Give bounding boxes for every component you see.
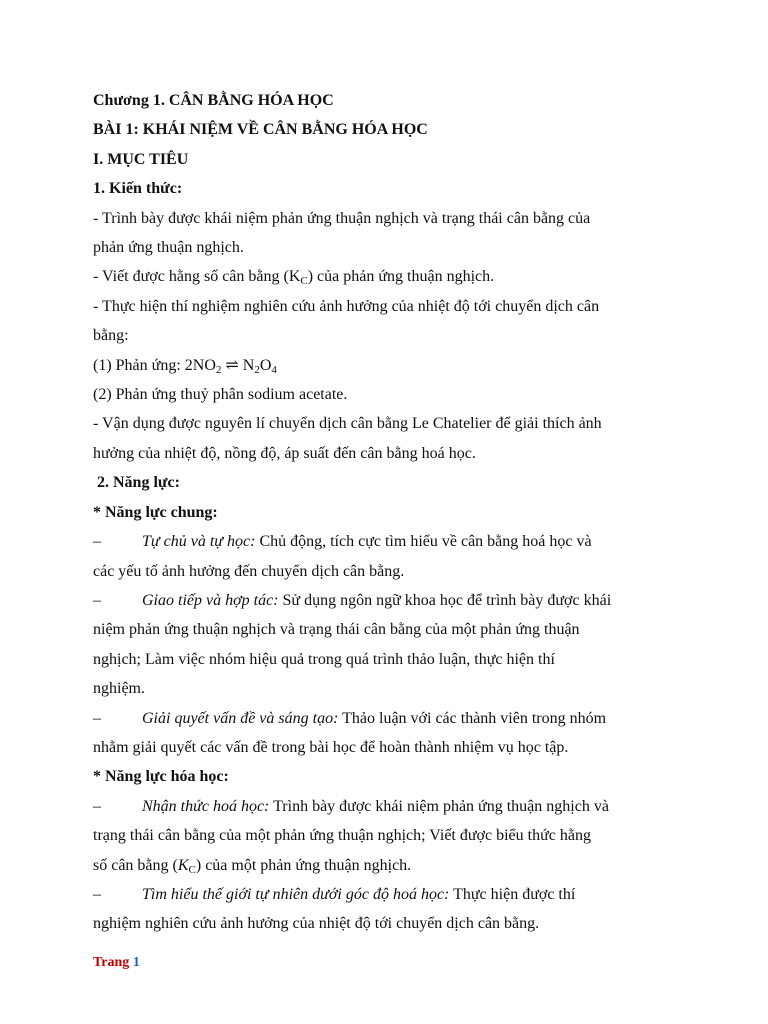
general-competence-heading: * Năng lực chung: xyxy=(93,503,218,521)
text: ) của phản ứng thuận nghịch. xyxy=(307,268,495,286)
knowledge-item: - Vận dụng được nguyên lí chuyển dịch cân bằng Le Chatelier để giải thích ảnh xyxy=(93,415,602,433)
competence-label: Tự chủ và tự học: xyxy=(142,533,256,551)
k-symbol: K xyxy=(177,856,189,874)
competence-item-cont: các yếu tố ảnh hưởng đến chuyển dịch cân bằng. xyxy=(93,562,405,580)
knowledge-item: - Thực hiện thí nghiệm nghiên cứu ảnh hưởng của nhiệt độ tới chuyển dịch cân xyxy=(93,297,600,315)
reaction-1 xyxy=(93,351,693,380)
text: Trình bày được khái niệm phản ứng thuận nghịch và xyxy=(269,797,609,815)
text: Thực hiện được thí xyxy=(449,885,576,903)
competence-item xyxy=(93,527,693,556)
dash: – xyxy=(93,797,101,815)
text: ⇌ N xyxy=(221,356,255,374)
document-body xyxy=(93,86,693,939)
competence-item-cont: nghịch; Làm việc nhóm hiệu quả trong quá trình thảo luận, thực hiện thí xyxy=(93,650,555,668)
text: Sử dụng ngôn ngữ khoa học để trình bày được khái xyxy=(278,591,612,609)
subscript: 4 xyxy=(271,363,277,376)
competence-item xyxy=(93,792,693,821)
dash: – xyxy=(93,533,101,551)
dash: – xyxy=(93,709,101,727)
text: Chủ động, tích cực tìm hiểu về cân bằng hoá học và xyxy=(255,533,592,551)
text: Thảo luận với các thành viên trong nhóm xyxy=(338,709,607,727)
competence-item-cont: nghiệm. xyxy=(93,680,145,698)
chemistry-competence-heading: * Năng lực hóa học: xyxy=(93,768,229,786)
competence-label: Nhận thức hoá học: xyxy=(142,797,270,815)
subscript: 2 xyxy=(254,363,260,376)
knowledge-item-cont: phản ứng thuận nghịch. xyxy=(93,239,244,257)
text: số cân bằng ( xyxy=(93,856,178,874)
dash: – xyxy=(93,591,101,609)
knowledge-item xyxy=(93,262,693,291)
competence-label: Tìm hiểu thế giới tự nhiên dưới góc độ hoá học: xyxy=(142,885,450,903)
competence-item-cont: niệm phản ứng thuận nghịch và trạng thái cân bằng của một phản ứng thuận xyxy=(93,621,580,639)
page-footer xyxy=(93,955,140,971)
competence-item xyxy=(93,586,693,615)
lesson-title: BÀI 1: KHÁI NIỆM VỀ CÂN BẰNG HÓA HỌC xyxy=(93,121,428,139)
knowledge-item-cont: hưởng của nhiệt độ, nồng độ, áp suất đến cân bằng hoá học. xyxy=(93,444,476,462)
competence-item-cont: trạng thái cân bằng của một phản ứng thuận nghịch; Viết được biểu thức hằng xyxy=(93,827,591,845)
section-title: I. MỤC TIÊU xyxy=(93,150,189,168)
subscript: 2 xyxy=(215,363,222,376)
subscript: C xyxy=(300,275,308,288)
competence-label: Giao tiếp và hợp tác: xyxy=(142,591,279,609)
knowledge-heading: 1. Kiến thức: xyxy=(93,180,183,198)
page-number: 1 xyxy=(132,955,140,970)
chapter-title: Chương 1. CÂN BẰNG HÓA HỌC xyxy=(93,92,334,109)
competence-item-cont xyxy=(93,851,693,880)
knowledge-item-cont: bằng: xyxy=(93,327,129,345)
reaction-2: (2) Phản ứng thuỷ phân sodium acetate. xyxy=(93,386,348,404)
competence-heading: 2. Năng lực: xyxy=(97,474,180,492)
dash: – xyxy=(93,885,101,903)
competence-item-cont: nhằm giải quyết các vấn đề trong bài học để hoàn thành nhiệm vụ học tập. xyxy=(93,738,569,756)
competence-label: Giải quyết vấn đề và sáng tạo: xyxy=(142,709,339,727)
competence-item xyxy=(93,880,693,909)
competence-item-cont: nghiệm nghiên cứu ảnh hưởng của nhiệt độ tới chuyển dịch cân bằng. xyxy=(93,915,540,933)
text: O xyxy=(259,356,272,374)
text: (1) Phản ứng: 2NO xyxy=(93,356,216,374)
subscript: C xyxy=(188,863,196,876)
page-label: Trang xyxy=(93,955,130,970)
text: ) của một phản ứng thuận nghịch. xyxy=(195,856,412,874)
competence-item xyxy=(93,704,693,733)
knowledge-item: - Trình bày được khái niệm phản ứng thuận nghịch và trạng thái cân bằng của xyxy=(93,209,591,227)
text: - Viết được hằng số cân bằng (K xyxy=(93,268,301,286)
